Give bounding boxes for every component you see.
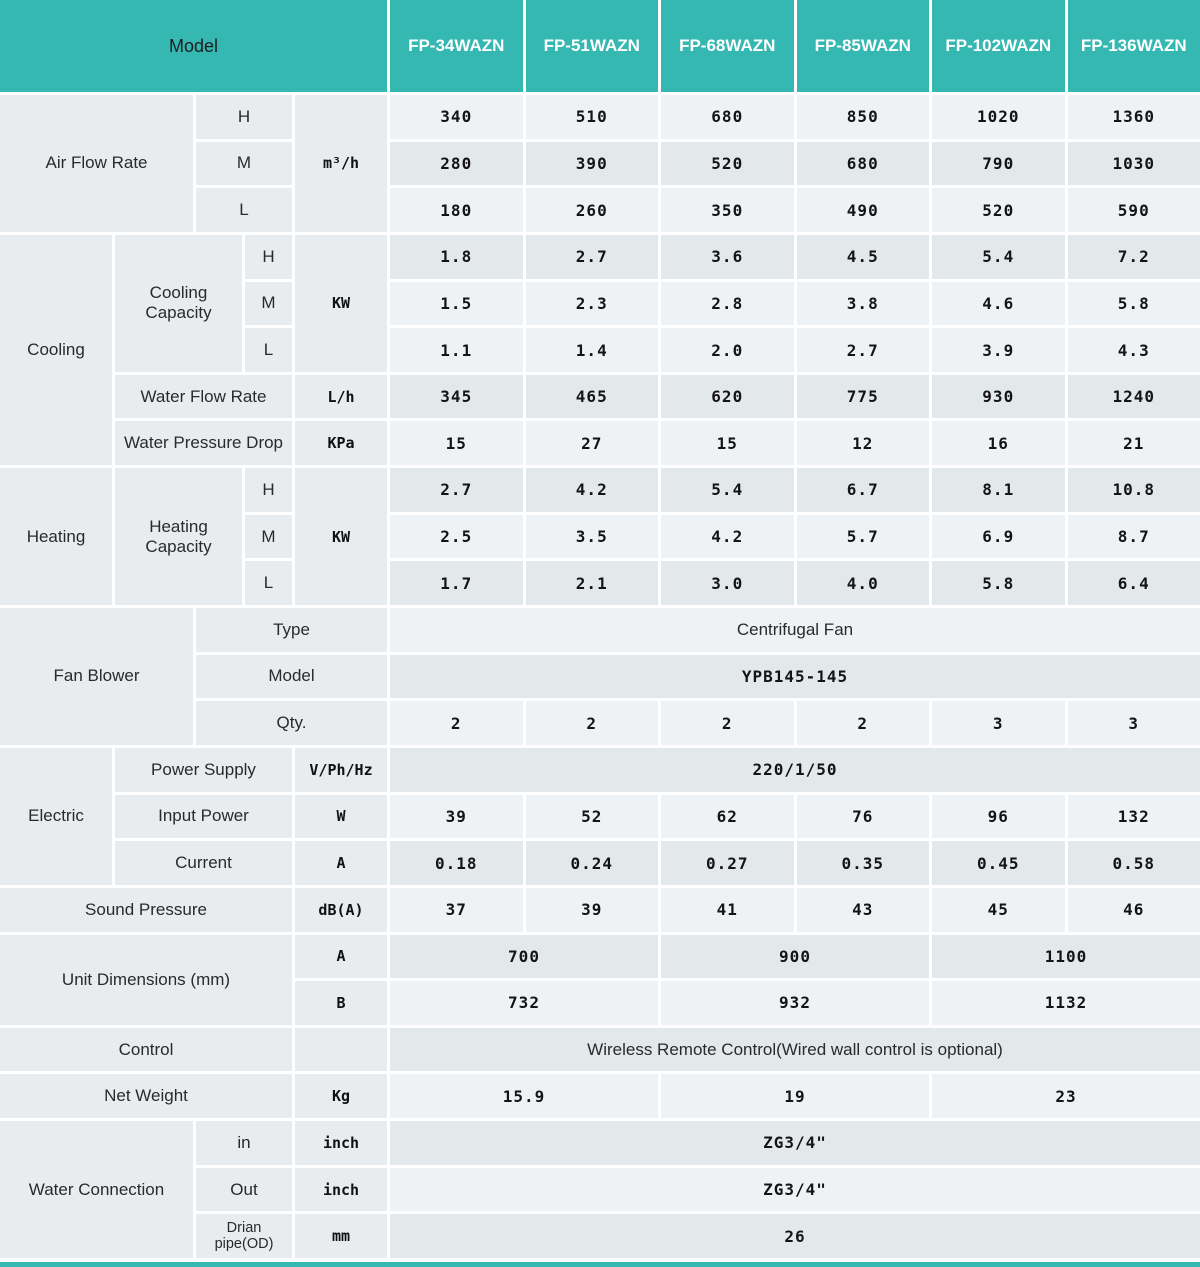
electric-label: Electric bbox=[0, 748, 112, 885]
air-flow-h-value: 1020 bbox=[932, 95, 1065, 139]
water-pressure-drop-value: 27 bbox=[526, 421, 659, 465]
cooling-capacity-h-value: 5.4 bbox=[932, 235, 1065, 279]
water-connection-label: Water Connection bbox=[0, 1121, 193, 1258]
model-column-header: FP-51WAZN bbox=[526, 0, 659, 92]
model-column-header: FP-68WAZN bbox=[661, 0, 794, 92]
fan-model-label: Model bbox=[196, 655, 387, 699]
input-power-value: 132 bbox=[1068, 795, 1200, 839]
dimension-b-value: 932 bbox=[661, 981, 929, 1025]
cooling-capacity-m-value: 5.8 bbox=[1068, 282, 1200, 326]
air-flow-m-value: 520 bbox=[661, 142, 794, 186]
net-weight-value: 23 bbox=[932, 1074, 1200, 1118]
speed-label-m: M bbox=[245, 282, 292, 326]
model-column-header: FP-85WAZN bbox=[797, 0, 930, 92]
sound-pressure-unit: dB(A) bbox=[295, 888, 387, 932]
cooling-capacity-h-value: 2.7 bbox=[526, 235, 659, 279]
water-flow-rate-value: 930 bbox=[932, 375, 1065, 419]
cooling-capacity-h-value: 4.5 bbox=[797, 235, 930, 279]
speed-label-m: M bbox=[245, 515, 292, 559]
fan-qty-value: 2 bbox=[526, 701, 659, 745]
unit-dimensions-label: Unit Dimensions (mm) bbox=[0, 935, 292, 1025]
water-out-value: ZG3/4" bbox=[390, 1168, 1200, 1212]
water-flow-rate-label: Water Flow Rate bbox=[115, 375, 292, 419]
sound-pressure-value: 41 bbox=[661, 888, 794, 932]
water-in-unit: inch bbox=[295, 1121, 387, 1165]
fan-qty-label: Qty. bbox=[196, 701, 387, 745]
cooling-capacity-l-value: 4.3 bbox=[1068, 328, 1200, 372]
water-pressure-drop-value: 16 bbox=[932, 421, 1065, 465]
power-supply-unit: V/Ph/Hz bbox=[295, 748, 387, 792]
heating-capacity-m-value: 3.5 bbox=[526, 515, 659, 559]
sound-pressure-value: 46 bbox=[1068, 888, 1200, 932]
cooling-capacity-h-value: 1.8 bbox=[390, 235, 523, 279]
fan-qty-value: 2 bbox=[661, 701, 794, 745]
current-value: 0.35 bbox=[797, 841, 930, 885]
cooling-capacity-l-value: 2.7 bbox=[797, 328, 930, 372]
input-power-value: 39 bbox=[390, 795, 523, 839]
speed-label-l: L bbox=[245, 561, 292, 605]
water-flow-rate-value: 1240 bbox=[1068, 375, 1200, 419]
input-power-value: 96 bbox=[932, 795, 1065, 839]
heating-capacity-m-value: 5.7 bbox=[797, 515, 930, 559]
current-value: 0.58 bbox=[1068, 841, 1200, 885]
model-column-header: FP-34WAZN bbox=[390, 0, 523, 92]
water-pressure-drop-value: 15 bbox=[390, 421, 523, 465]
speed-label-h: H bbox=[245, 235, 292, 279]
fan-model-value: YPB145-145 bbox=[390, 655, 1200, 699]
net-weight-value: 19 bbox=[661, 1074, 929, 1118]
heating-capacity-h-value: 2.7 bbox=[390, 468, 523, 512]
net-weight-unit: Kg bbox=[295, 1074, 387, 1118]
heating-label: Heating bbox=[0, 468, 112, 605]
heating-capacity-m-value: 6.9 bbox=[932, 515, 1065, 559]
water-flow-rate-value: 465 bbox=[526, 375, 659, 419]
air-flow-m-value: 680 bbox=[797, 142, 930, 186]
fan-qty-value: 2 bbox=[390, 701, 523, 745]
water-in-label: in bbox=[196, 1121, 292, 1165]
heating-capacity-l-value: 2.1 bbox=[526, 561, 659, 605]
current-value: 0.45 bbox=[932, 841, 1065, 885]
water-drain-value: 26 bbox=[390, 1214, 1200, 1258]
air-flow-m-value: 1030 bbox=[1068, 142, 1200, 186]
heating-capacity-l-value: 3.0 bbox=[661, 561, 794, 605]
cooling-capacity-h-value: 3.6 bbox=[661, 235, 794, 279]
air-flow-m-value: 790 bbox=[932, 142, 1065, 186]
heating-capacity-l-value: 5.8 bbox=[932, 561, 1065, 605]
air-flow-l-value: 180 bbox=[390, 188, 523, 232]
cooling-capacity-m-value: 2.3 bbox=[526, 282, 659, 326]
water-out-label: Out bbox=[196, 1168, 292, 1212]
control-value: Wireless Remote Control(Wired wall control is optional) bbox=[390, 1028, 1200, 1072]
fan-blower-label: Fan Blower bbox=[0, 608, 193, 745]
current-value: 0.18 bbox=[390, 841, 523, 885]
dimension-a-value: 700 bbox=[390, 935, 658, 979]
input-power-value: 76 bbox=[797, 795, 930, 839]
model-column-header: FP-102WAZN bbox=[932, 0, 1065, 92]
air-flow-rate-label: Air Flow Rate bbox=[0, 95, 193, 232]
air-flow-l-value: 260 bbox=[526, 188, 659, 232]
cooling-capacity-l-value: 2.0 bbox=[661, 328, 794, 372]
current-value: 0.27 bbox=[661, 841, 794, 885]
cooling-capacity-l-value: 1.1 bbox=[390, 328, 523, 372]
input-power-label: Input Power bbox=[115, 795, 292, 839]
power-supply-value: 220/1/50 bbox=[390, 748, 1200, 792]
sound-pressure-label: Sound Pressure bbox=[0, 888, 292, 932]
input-power-value: 62 bbox=[661, 795, 794, 839]
cooling-capacity-h-value: 7.2 bbox=[1068, 235, 1200, 279]
air-flow-rate-unit: m³/h bbox=[295, 95, 387, 232]
sound-pressure-value: 37 bbox=[390, 888, 523, 932]
water-flow-rate-unit: L/h bbox=[295, 375, 387, 419]
input-power-value: 52 bbox=[526, 795, 659, 839]
net-weight-value: 15.9 bbox=[390, 1074, 658, 1118]
heating-capacity-h-value: 8.1 bbox=[932, 468, 1065, 512]
footer-accent-bar bbox=[0, 1262, 1200, 1267]
dimension-b-value: 1132 bbox=[932, 981, 1200, 1025]
air-flow-m-value: 280 bbox=[390, 142, 523, 186]
water-flow-rate-value: 345 bbox=[390, 375, 523, 419]
dimension-a-label: A bbox=[295, 935, 387, 979]
water-pressure-drop-unit: KPa bbox=[295, 421, 387, 465]
water-pressure-drop-value: 21 bbox=[1068, 421, 1200, 465]
air-flow-h-value: 510 bbox=[526, 95, 659, 139]
speed-label-h: H bbox=[196, 95, 292, 139]
air-flow-l-value: 490 bbox=[797, 188, 930, 232]
air-flow-l-value: 350 bbox=[661, 188, 794, 232]
model-column-header: FP-136WAZN bbox=[1068, 0, 1200, 92]
cooling-capacity-m-value: 1.5 bbox=[390, 282, 523, 326]
heating-capacity-l-value: 1.7 bbox=[390, 561, 523, 605]
water-out-unit: inch bbox=[295, 1168, 387, 1212]
air-flow-l-value: 590 bbox=[1068, 188, 1200, 232]
water-pressure-drop-value: 15 bbox=[661, 421, 794, 465]
control-label: Control bbox=[0, 1028, 292, 1072]
air-flow-h-value: 340 bbox=[390, 95, 523, 139]
cooling-capacity-unit: KW bbox=[295, 235, 387, 372]
heating-capacity-m-value: 8.7 bbox=[1068, 515, 1200, 559]
heating-capacity-h-value: 4.2 bbox=[526, 468, 659, 512]
heating-capacity-h-value: 6.7 bbox=[797, 468, 930, 512]
water-flow-rate-value: 775 bbox=[797, 375, 930, 419]
heating-capacity-label: Heating Capacity bbox=[115, 468, 242, 605]
input-power-unit: W bbox=[295, 795, 387, 839]
water-pressure-drop-value: 12 bbox=[797, 421, 930, 465]
water-flow-rate-value: 620 bbox=[661, 375, 794, 419]
heating-capacity-m-value: 2.5 bbox=[390, 515, 523, 559]
water-pressure-drop-label: Water Pressure Drop bbox=[115, 421, 292, 465]
fan-type-value: Centrifugal Fan bbox=[390, 608, 1200, 652]
cooling-capacity-l-value: 1.4 bbox=[526, 328, 659, 372]
cooling-capacity-m-value: 3.8 bbox=[797, 282, 930, 326]
heating-capacity-unit: KW bbox=[295, 468, 387, 605]
air-flow-h-value: 680 bbox=[661, 95, 794, 139]
air-flow-m-value: 390 bbox=[526, 142, 659, 186]
air-flow-h-value: 1360 bbox=[1068, 95, 1200, 139]
sound-pressure-value: 39 bbox=[526, 888, 659, 932]
control-unit-empty bbox=[295, 1028, 387, 1072]
cooling-capacity-label: Cooling Capacity bbox=[115, 235, 242, 372]
cooling-capacity-m-value: 2.8 bbox=[661, 282, 794, 326]
fan-type-label: Type bbox=[196, 608, 387, 652]
air-flow-h-value: 850 bbox=[797, 95, 930, 139]
cooling-capacity-l-value: 3.9 bbox=[932, 328, 1065, 372]
cooling-label: Cooling bbox=[0, 235, 112, 465]
dimension-b-value: 732 bbox=[390, 981, 658, 1025]
speed-label-l: L bbox=[196, 188, 292, 232]
heating-capacity-h-value: 10.8 bbox=[1068, 468, 1200, 512]
sound-pressure-value: 45 bbox=[932, 888, 1065, 932]
water-drain-label: Drian pipe(OD) bbox=[196, 1214, 292, 1258]
fan-qty-value: 3 bbox=[932, 701, 1065, 745]
speed-label-m: M bbox=[196, 142, 292, 186]
heating-capacity-l-value: 4.0 bbox=[797, 561, 930, 605]
dimension-a-value: 1100 bbox=[932, 935, 1200, 979]
speed-label-l: L bbox=[245, 328, 292, 372]
net-weight-label: Net Weight bbox=[0, 1074, 292, 1118]
power-supply-label: Power Supply bbox=[115, 748, 292, 792]
water-drain-unit: mm bbox=[295, 1214, 387, 1258]
water-in-value: ZG3/4" bbox=[390, 1121, 1200, 1165]
heating-capacity-m-value: 4.2 bbox=[661, 515, 794, 559]
heating-capacity-l-value: 6.4 bbox=[1068, 561, 1200, 605]
current-value: 0.24 bbox=[526, 841, 659, 885]
heating-capacity-h-value: 5.4 bbox=[661, 468, 794, 512]
fan-qty-value: 2 bbox=[797, 701, 930, 745]
current-label: Current bbox=[115, 841, 292, 885]
cooling-capacity-m-value: 4.6 bbox=[932, 282, 1065, 326]
sound-pressure-value: 43 bbox=[797, 888, 930, 932]
speed-label-h: H bbox=[245, 468, 292, 512]
air-flow-l-value: 520 bbox=[932, 188, 1065, 232]
current-unit: A bbox=[295, 841, 387, 885]
model-header-label: Model bbox=[0, 0, 387, 92]
dimension-a-value: 900 bbox=[661, 935, 929, 979]
fan-qty-value: 3 bbox=[1068, 701, 1200, 745]
dimension-b-label: B bbox=[295, 981, 387, 1025]
